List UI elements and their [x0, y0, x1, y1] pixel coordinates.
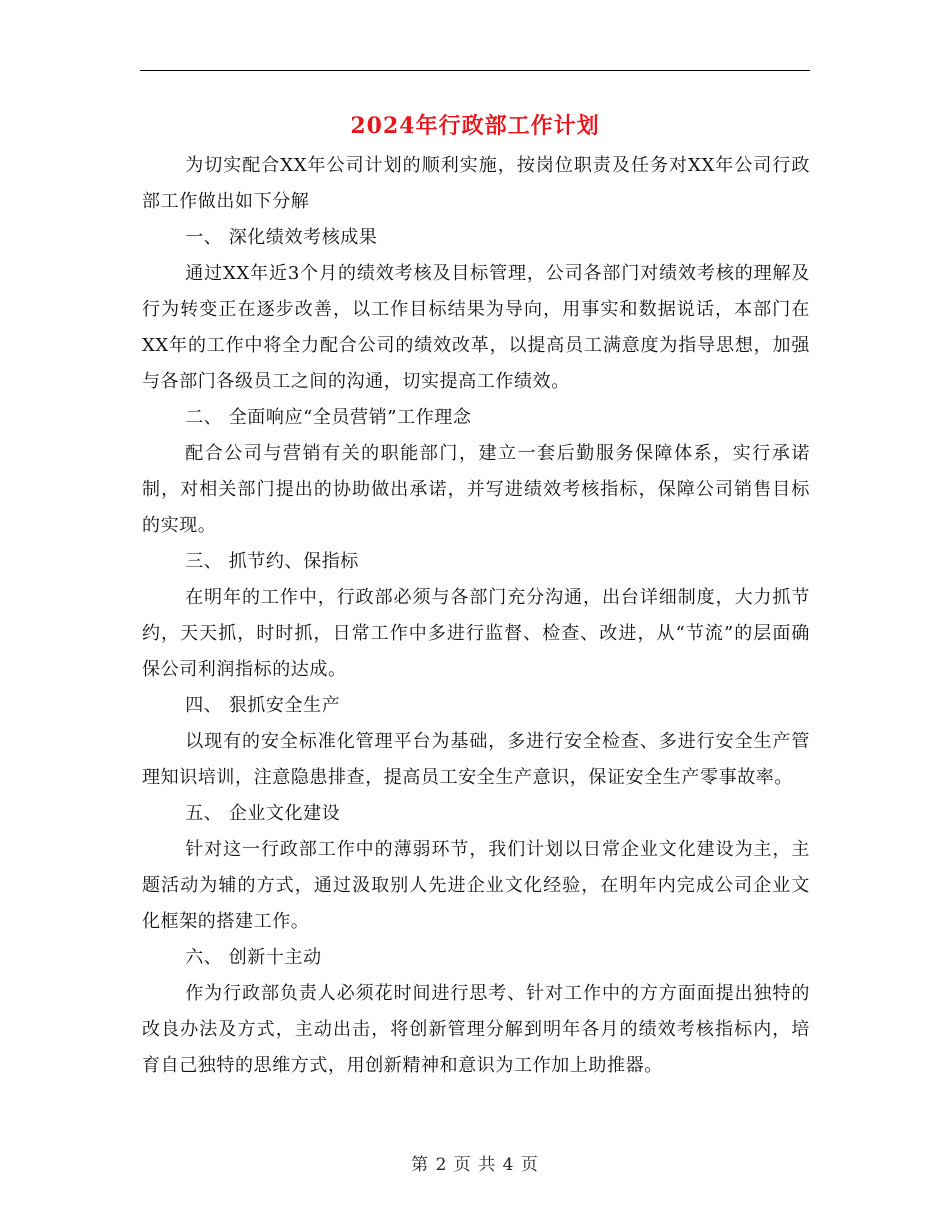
section-body-3: 在明年的工作中，行政部必须与各部门充分沟通，出台详细制度，大力抓节约，天天抓，时时抓，日常工作中多进行监督、检查、改进，从“节流”的层面确保公司利润指标的达成。	[142, 587, 810, 680]
intro-paragraph: 为切实配合XX年公司计划的顺利实施，按岗位职责及任务对XX年公司行政部工作做出如下分解	[142, 155, 810, 212]
section-heading-1: 一、 深化绩效考核成果	[185, 227, 378, 248]
header-rule	[140, 70, 810, 71]
section-heading-3: 三、 抓节约、保指标	[185, 551, 359, 572]
section-body-4: 以现有的安全标准化管理平台为基础，多进行安全检查、多进行安全生产管理知识培训，注意隐患排查，提高员工安全生产意识，保证安全生产零事故率。	[142, 731, 810, 788]
section-body-2: 配合公司与营销有关的职能部门，建立一套后勤服务保障体系，实行承诺制，对相关部门提出的协助做出承诺，并写进绩效考核指标，保障公司销售目标的实现。	[142, 443, 810, 536]
page-number: 第 2 页 共 4 页	[411, 1155, 539, 1175]
section-body-6: 作为行政部负责人必须花时间进行思考、针对工作中的方方面面提出独特的改良办法及方式，主动出击，将创新管理分解到明年各月的绩效考核指标内，培育自己独特的思维方式，用创新精神和意识为工作加上助推器。	[142, 983, 810, 1076]
section-heading-2: 二、 全面响应“全员营销”工作理念	[185, 407, 472, 428]
section-body-5: 针对这一行政部工作中的薄弱环节，我们计划以日常企业文化建设为主，主题活动为辅的方式，通过汲取别人先进企业文化经验，在明年内完成公司企业文化框架的搭建工作。	[142, 839, 810, 932]
section-heading-6: 六、 创新十主动	[185, 947, 322, 968]
document-body	[142, 148, 810, 1084]
document-title: 2024年行政部工作计划	[350, 113, 600, 139]
section-body-1: 通过XX年近3个月的绩效考核及目标管理，公司各部门对绩效考核的理解及行为转变正在逐步改善，以工作目标结果为导向，用事实和数据说话，本部门在XX年的工作中将全力配合公司的绩效改革，以提高员工满意度为指导思想，加强与各部门各级员工之间的沟通，切实提高工作绩效。	[142, 263, 810, 392]
section-heading-4: 四、 狠抓安全生产	[185, 695, 341, 716]
section-heading-5: 五、 企业文化建设	[185, 803, 341, 824]
